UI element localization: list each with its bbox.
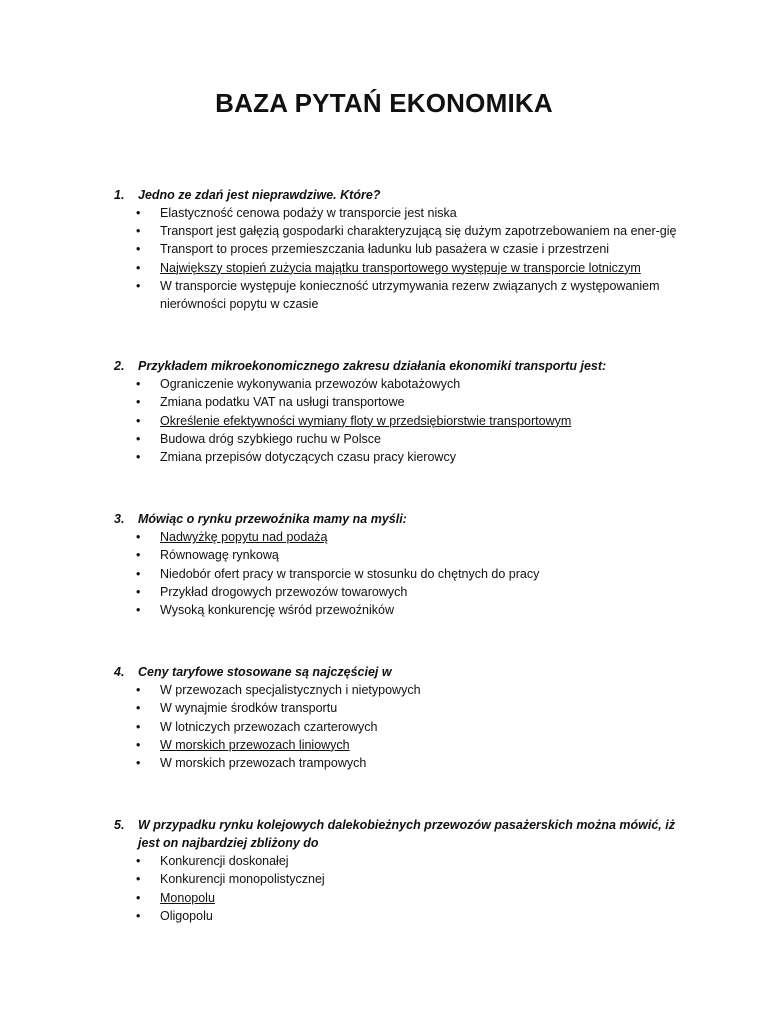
question-number: 3. (114, 512, 125, 527)
bullet-icon: • (136, 603, 141, 618)
answer-item (114, 259, 684, 277)
answer-item (114, 718, 684, 736)
answer-text: W morskich przewozach trampowych (160, 756, 367, 771)
answer-text: Równowagę rynkową (160, 548, 279, 563)
question-text: Mówiąc o rynku przewoźnika mamy na myśli: (138, 512, 407, 527)
answer-text: Przykład drogowych przewozów towarowych (160, 584, 408, 599)
answer-item (114, 852, 684, 870)
answer-item (114, 907, 684, 925)
question-text: Przykładem mikroekonomicznego zakresu działania ekonomiki transportu jest: (138, 359, 607, 374)
answer-text: Monopolu (160, 890, 215, 905)
bullet-icon: • (136, 206, 141, 220)
answer-item (114, 528, 684, 546)
question-text: Jedno ze zdań jest nieprawdziwe. Które? (138, 188, 381, 202)
answer-item (114, 736, 684, 754)
answer-text: Konkurencji doskonałej (160, 854, 289, 869)
bullet-icon: • (136, 854, 141, 869)
answer-text: Niedobór ofert pracy w transporcie w stosunku do chętnych do pracy (160, 566, 540, 581)
bullet-icon: • (136, 548, 141, 563)
bullet-icon: • (136, 278, 141, 293)
bullet-icon: • (136, 872, 141, 887)
question-list (114, 186, 684, 969)
answer-text: Oligopolu (160, 908, 213, 923)
answer-text: W lotniczych przewozach czarterowych (160, 719, 378, 734)
answer-item (114, 412, 684, 430)
answer-item (114, 754, 684, 772)
bullet-icon: • (136, 584, 141, 599)
page-title: BAZA PYTAŃ EKONOMIKA (215, 88, 553, 118)
answer-text: Konkurencji monopolistycznej (160, 872, 325, 887)
answer-text: Elastyczność cenowa podaży w transporcie jest niska (160, 206, 457, 220)
answer-item (114, 222, 684, 240)
answer-text: Ograniczenie wykonywania przewozów kabotażowych (160, 377, 461, 392)
answer-item (114, 889, 684, 907)
bullet-icon: • (136, 431, 141, 446)
question-text: Ceny taryfowe stosowane są najczęściej w (138, 665, 392, 680)
bullet-icon: • (136, 413, 141, 428)
answer-item (114, 393, 684, 411)
bullet-icon: • (136, 242, 141, 257)
answer-text: Transport to proces przemieszczania ładunku lub pasażera w czasie i przestrzeni (160, 242, 610, 257)
bullet-icon: • (136, 377, 141, 392)
bullet-icon: • (136, 756, 141, 771)
answer-item (114, 277, 684, 313)
answer-text: W transporcie występuje konieczność utrzymywania rezerw związanych z występowaniem nierówności popytu w czasie (160, 278, 660, 312)
answer-text: Największy stopień zużycia majątku transportowego występuje w transporcie lotniczym (160, 260, 641, 275)
answer-text: W morskich przewozach liniowych (160, 737, 350, 752)
question-item (114, 510, 684, 619)
answer-text: W przewozach specjalistycznych i nietypowych (160, 683, 421, 698)
answer-item (114, 870, 684, 888)
question-text: W przypadku rynku kolejowych dalekobieżnych przewozów pasażerskich można mówić, iż jest on najbardziej zbliżony do (138, 818, 675, 851)
bullet-icon: • (136, 890, 141, 905)
answer-list (114, 204, 684, 313)
question-number: 2. (114, 359, 125, 374)
answer-list (114, 375, 684, 466)
answer-text: Budowa dróg szybkiego ruchu w Polsce (160, 431, 381, 446)
bullet-icon: • (136, 224, 141, 239)
bullet-icon: • (136, 395, 141, 410)
answer-item (114, 565, 684, 583)
question-item (114, 357, 684, 466)
answer-item (114, 204, 684, 222)
bullet-icon: • (136, 737, 141, 752)
question-item (114, 816, 684, 925)
answer-list (114, 528, 684, 619)
answer-text: Zmiana przepisów dotyczących czasu pracy kierowcy (160, 450, 456, 465)
question-item (114, 186, 684, 313)
answer-item (114, 448, 684, 466)
bullet-icon: • (136, 908, 141, 923)
answer-text: Określenie efektywności wymiany floty w przedsiębiorstwie transportowym (160, 413, 572, 428)
answer-item (114, 240, 684, 258)
bullet-icon: • (136, 701, 141, 716)
question-number: 5. (114, 818, 125, 833)
answer-item (114, 375, 684, 393)
bullet-icon: • (136, 683, 141, 698)
bullet-icon: • (136, 719, 141, 734)
question-number: 4. (114, 665, 125, 680)
answer-list (114, 681, 684, 772)
answer-text: Wysoką konkurencję wśród przewoźników (160, 603, 395, 618)
answer-item (114, 681, 684, 699)
bullet-icon: • (136, 566, 141, 581)
answer-item (114, 430, 684, 448)
answer-item (114, 546, 684, 564)
bullet-icon: • (136, 530, 141, 545)
answer-item (114, 699, 684, 717)
question-number: 1. (114, 188, 125, 202)
answer-item (114, 601, 684, 619)
question-item (114, 663, 684, 772)
answer-text: Transport jest gałęzią gospodarki charakteryzującą się dużym zapotrzebowaniem na ener-gię (160, 224, 677, 239)
bullet-icon: • (136, 450, 141, 465)
answer-text: Zmiana podatku VAT na usługi transportowe (160, 395, 405, 410)
answer-list (114, 852, 684, 925)
bullet-icon: • (136, 260, 141, 275)
answer-text: W wynajmie środków transportu (160, 701, 338, 716)
answer-text: Nadwyżkę popytu nad podażą (160, 530, 328, 545)
answer-item (114, 583, 684, 601)
